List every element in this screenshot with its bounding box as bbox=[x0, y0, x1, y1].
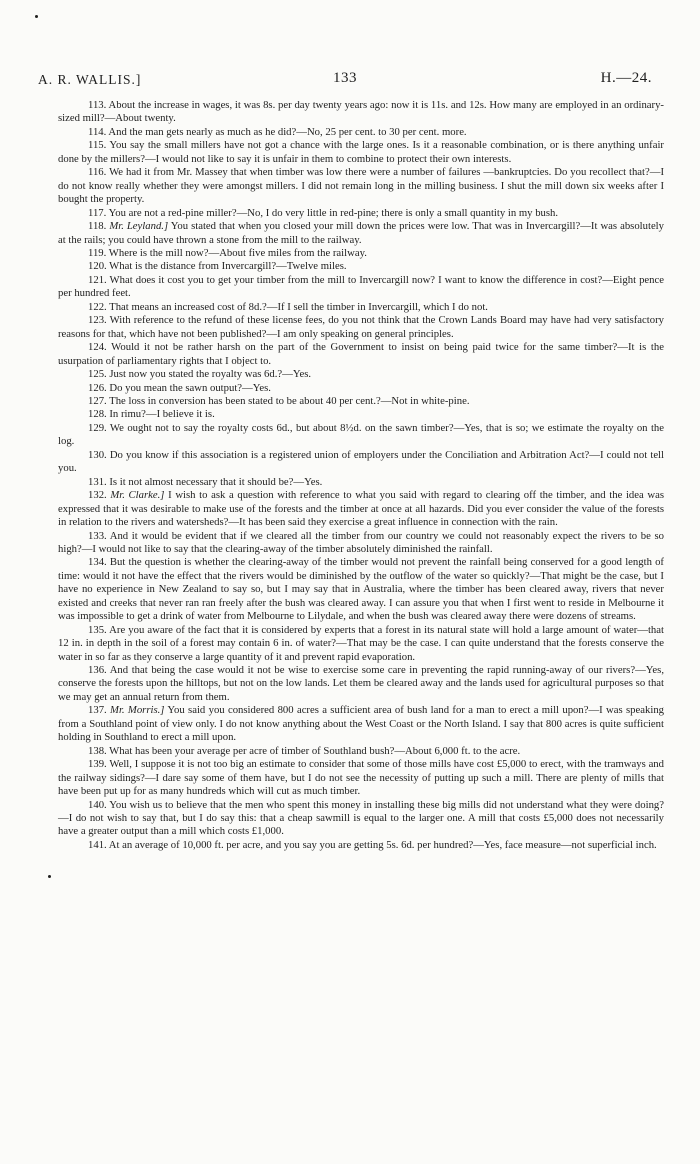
paragraph-128: 128. In rimu?—I believe it is. bbox=[88, 408, 215, 421]
paragraph-body: I wish to ask a question with reference to what you said with regard to clearing off the timber, and the idea was expressed that it was desirable to make use of the forests and the timber at once at all hazards. Did you ever consider the value of the forests in relation to the rivers and watersheds?—It has been said they exercise a great influence in connection with the rain. bbox=[58, 489, 665, 529]
header-witness-name: A. R. WALLIS.] bbox=[38, 72, 142, 87]
page-header bbox=[38, 72, 652, 92]
paragraph-121: 121. What does it cost you to get your timber from the mill to Invercargill now? I want to know the difference in cost?—Eight pence per hundred feet. bbox=[58, 273, 664, 300]
paragraph-number: 118. bbox=[88, 220, 110, 233]
paragraph-115: 115. You say the small millers have not got a chance with the large ones. Is it a reasonable combination, or is there anything unfair done by the millers?—I would not like to say it is unfair in them to combine to protect their own interests. bbox=[58, 139, 664, 165]
page-number: 133 bbox=[333, 70, 357, 86]
paragraph-129: 129. We ought not to say the royalty costs 6d., but about 8½d. on the sawn timber?—Yes, that is so; we estimate the royalty on the log. bbox=[58, 421, 664, 448]
paragraph-118 bbox=[58, 220, 664, 247]
ink-speck bbox=[48, 875, 51, 878]
paragraph-136: 136. And that being the case would it not be wise to exercise some care in preventing the rapid running-away of our rivers?—Yes, conserve the forests upon the hilltops, but not on the low lands. Let them be cleared away and the lands used for agricultural purposes so that we may get an annual return from them. bbox=[58, 664, 664, 703]
paragraph-123: 123. With reference to the refund of these license fees, do you not think that the Crown Lands Board may have had very satisfactory reasons for that, which have not been published?—I am only speaking on general principles. bbox=[58, 314, 664, 340]
ink-speck bbox=[35, 15, 38, 18]
paragraph-125: 125. Just now you stated the royalty was 6d.?—Yes. bbox=[88, 368, 312, 381]
paragraph-141: 141. At an average of 10,000 ft. per acre, and you say you are getting 5s. 6d. per hundred?—Yes, face measure—not superficial inch. bbox=[88, 838, 657, 851]
speaker-name: Mr. Leyland.] bbox=[109, 220, 169, 233]
paragraph-126: 126. Do you mean the sawn output?—Yes. bbox=[88, 381, 271, 394]
paragraph-131: 131. Is it not almost necessary that it should be?—Yes. bbox=[88, 475, 323, 488]
paragraph-body: You stated that when you closed your mill down the prices were low. That was in Invercargill?—It was absolutely at the rails; you could have thrown a stone from the mill to the railway. bbox=[58, 220, 664, 246]
paragraph-133: 133. And it would be evident that if we cleared all the timber from our country we could not reasonably expect the rivers to be so high?—I would not like to say that the clearing-away of the timber absolutely diminished the rainfall. bbox=[58, 529, 664, 555]
paragraph-127: 127. The loss in conversion has been stated to be about 40 per cent.?—Not in white-pine. bbox=[88, 394, 470, 407]
document-reference: H.—24. bbox=[600, 70, 652, 86]
paragraph-116: 116. We had it from Mr. Massey that when timber was low there were a number of failures —bankruptcies. Do you recollect that?—I do not know really whether they were amongst millers. I did not remain long in the milling business. I shut the mill down six weeks after I bought the property. bbox=[58, 166, 664, 206]
paragraph-139: 139. Well, I suppose it is not too big an estimate to consider that some of those mills have cost £5,000 to erect, with the tramways and the railway sidings?—I dare say some of them have, but I do not see the necessity of putting up such a mill. There are plenty of mills that have been put up for as many hundreds which will cut as much timber. bbox=[58, 758, 664, 798]
paragraph-140: 140. You wish us to believe that the men who spent this money in installing these big mills did not understand what they were doing?—I do not wish to say that, but I do say this: that a cheap sawmill is equal to the larger one. A mill that costs £5,000 does not necessarily have a greater output than a mill which costs £1,000. bbox=[58, 798, 664, 838]
paragraph-134: 134. But the question is whether the clearing-away of the timber would not prevent the rainfall being conserved for a good length of time: would it not have the effect that the rivers would be diminished by the outflow of the water so quickly?—That might be the case, but I have no experience in New Zealand to say so, but I may say that in Australia, where the timber has been cleared away, rivers that never existed and creeks that never ran ran freely after the bush was cleared away. I can assure you that when I first went to reside in Melbourne it was impossible to get a drink of water from Melbourne to Lilydale, and when the bush was cleared away there were dozens of streams. bbox=[58, 556, 664, 623]
paragraph-number: 137. bbox=[88, 704, 111, 717]
paragraph-120: 120. What is the distance from Invercargill?—Twelve miles. bbox=[88, 260, 347, 273]
paragraph-132 bbox=[58, 489, 664, 529]
paragraph-117: 117. You are not a red-pine miller?—No, I do very little in red-pine; there is only a small quantity in my bush. bbox=[88, 206, 559, 219]
paragraph-113: 113. About the increase in wages, it was 8s. per day twenty years ago: now it is 11s. and 12s. How many are employed in an ordinary-sized mill?—About twenty. bbox=[58, 99, 664, 125]
paragraph-number: 132. bbox=[88, 489, 111, 502]
paragraph-138: 138. What has been your average per acre of timber of Southland bush?—About 6,000 ft. to the acre. bbox=[88, 744, 521, 757]
paragraph-124: 124. Would it not be rather harsh on the part of the Government to insist on being paid twice for the same timber?—It is the usurpation of parliamentary rights that I object to. bbox=[58, 341, 664, 367]
paragraph-body: You said you considered 800 acres a sufficient area of bush land for a man to erect a mill upon?—I was speaking from a Southland point of view only. I do not know anything about the West Coast or the North Island. I say that 800 acres is quite sufficient holding in Southland to erect a mill upon. bbox=[58, 704, 665, 744]
paragraph-130: 130. Do you know if this association is a registered union of employers under the Conciliation and Arbitration Act?—I could not tell you. bbox=[58, 448, 664, 475]
paragraph-122: 122. That means an increased cost of 8d.?—If I sell the timber in Invercargill, which I do not. bbox=[88, 300, 488, 313]
speaker-name: Mr. Clarke.] bbox=[110, 489, 165, 502]
paragraph-135: 135. Are you aware of the fact that it is considered by experts that a forest in its natural state will hold a large amount of water—that 12 in. in depth in the soil of a forest may contain 6 in. of water?—That may be the case. I can quite understand that the forests conserve the water in so far as they conserve a large quantity of it and prevent rapid evaporation. bbox=[58, 623, 664, 663]
paragraph-137 bbox=[58, 704, 664, 744]
paragraph-119: 119. Where is the mill now?—About five miles from the railway. bbox=[88, 246, 367, 259]
paragraph-114: 114. And the man gets nearly as much as he did?—No, 25 per cent. to 30 per cent. more. bbox=[88, 125, 467, 138]
speaker-name: Mr. Morris.] bbox=[110, 704, 165, 717]
testimony-text bbox=[58, 99, 664, 852]
